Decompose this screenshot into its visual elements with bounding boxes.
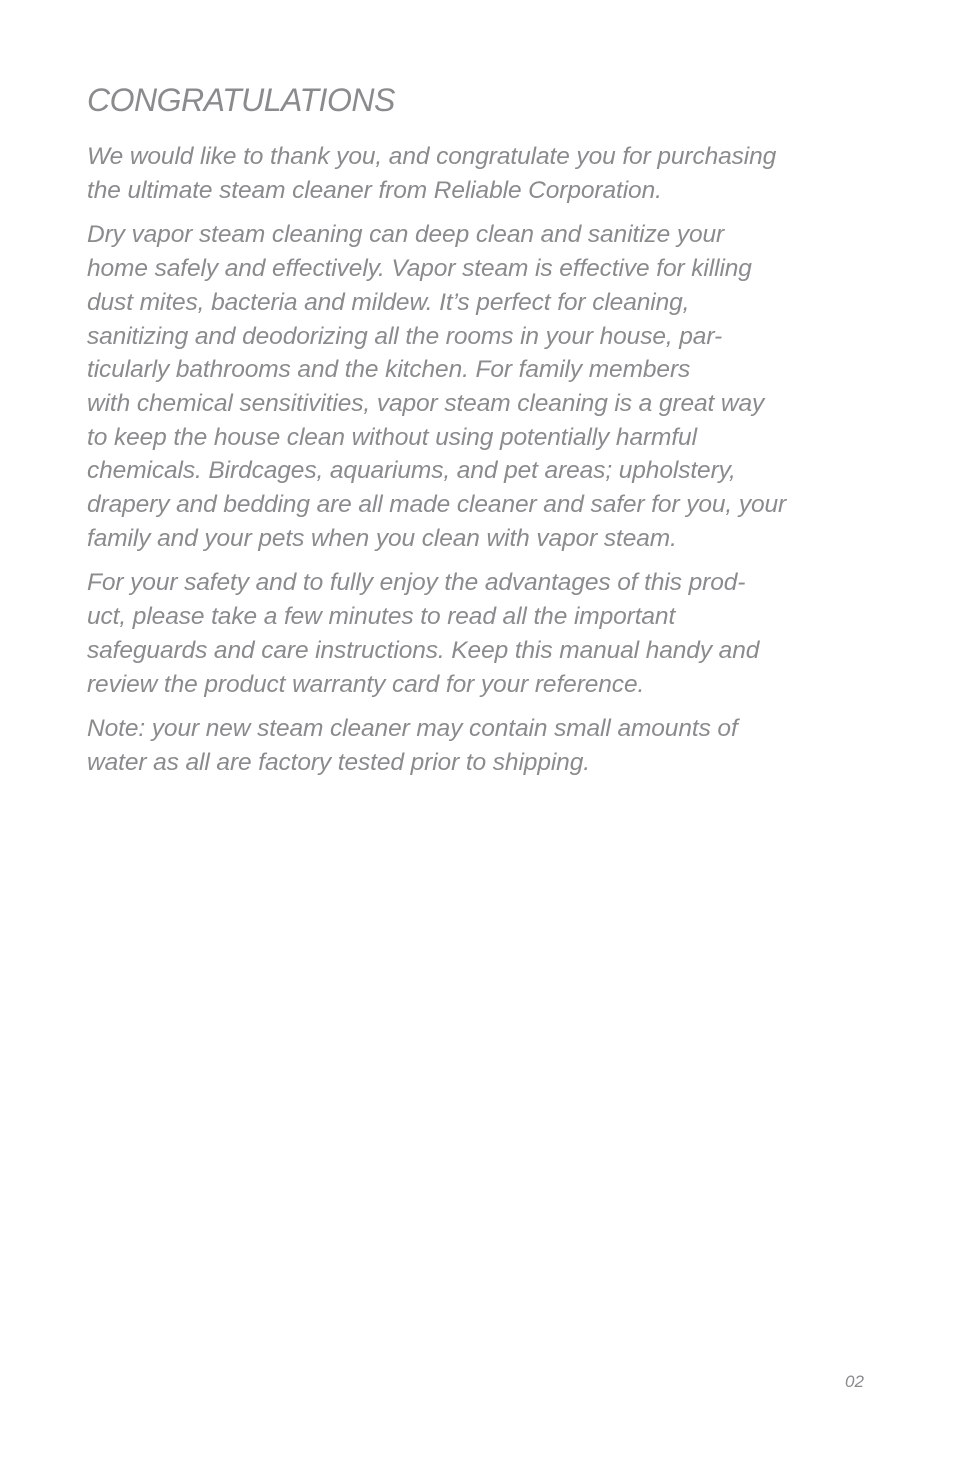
text-line: home safely and effectively. Vapor steam is effective for killing [87, 255, 752, 283]
text-line: uct, please take a few minutes to read all the important [87, 603, 676, 631]
text-line: review the product warranty card for your reference. [87, 670, 645, 698]
text-line: the ultimate steam cleaner from Reliable Corporation. [87, 176, 662, 204]
text-line: sanitizing and deodorizing all the rooms in your house, par- [87, 322, 723, 350]
paragraph-safety [87, 566, 887, 701]
paragraph-dry-vapor [87, 218, 887, 555]
text-line: ticularly bathrooms and the kitchen. For family members [87, 356, 691, 384]
text-line: to keep the house clean without using potentially harmful [87, 423, 697, 451]
text-line: chemicals. Birdcages, aquariums, and pet areas; upholstery, [87, 457, 736, 485]
text-line: with chemical sensitivities, vapor steam cleaning is a great way [87, 389, 765, 417]
body-text [87, 140, 887, 791]
text-line: Dry vapor steam cleaning can deep clean and sanitize your [87, 221, 725, 249]
page-number: 02 [845, 1372, 864, 1391]
text-line: Note: your new steam cleaner may contain small amounts of [87, 715, 738, 743]
text-line: We would like to thank you, and congratulate you for purchasing [87, 143, 777, 170]
text-line: drapery and bedding are all made cleaner and safer for you, your [87, 491, 787, 519]
text-line: dust mites, bacteria and mildew. It’s perfect for cleaning, [87, 288, 690, 316]
paragraph-thank-you [87, 140, 887, 207]
text-line: For your safety and to fully enjoy the advantages of this prod- [87, 569, 746, 597]
text-line: water as all are factory tested prior to shipping. [87, 748, 590, 776]
text-line: family and your pets when you clean with vapor steam. [87, 524, 677, 552]
paragraph-note [87, 712, 887, 779]
text-line: safeguards and care instructions. Keep this manual handy and [87, 636, 760, 664]
page-heading: CONGRATULATIONS [87, 82, 395, 118]
